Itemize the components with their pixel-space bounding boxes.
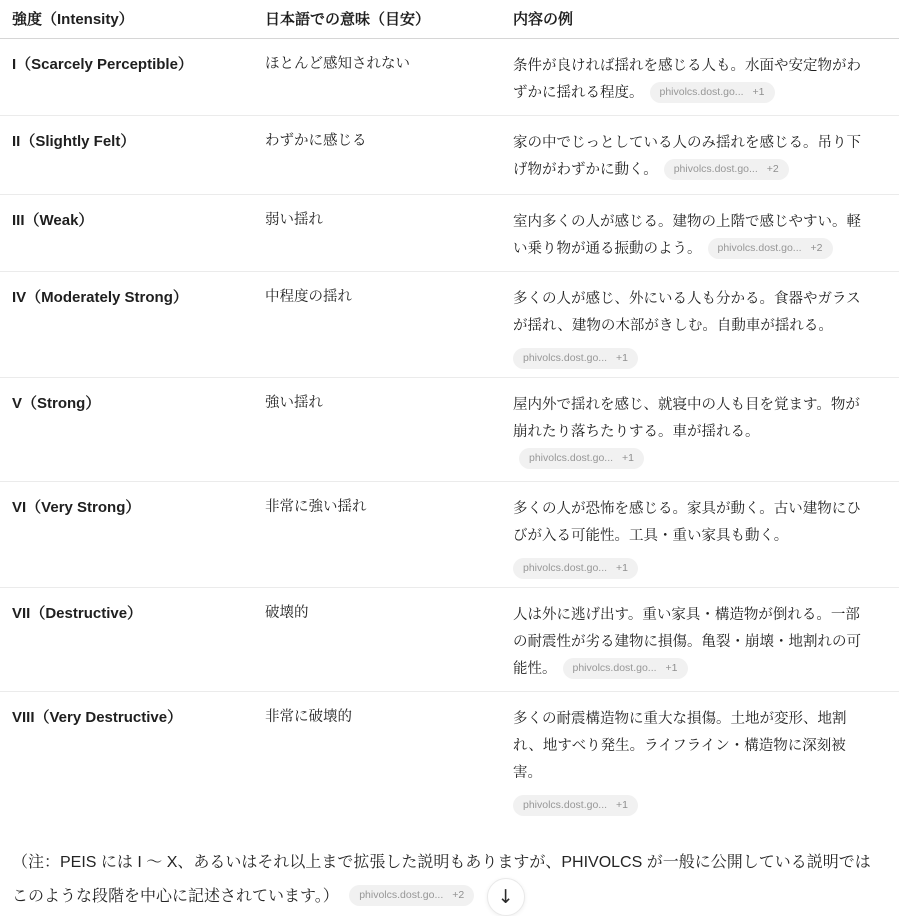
citation-source: phivolcs.dost.go... <box>359 889 444 902</box>
citation-more-count: +2 <box>766 163 779 175</box>
table-row <box>0 692 899 824</box>
description-text: 多くの耐震構造物に重大な損傷。土地が変形、地割れ、地すべり発生。ライフライン・構造物に深刻被害。 <box>513 711 847 781</box>
description-cell <box>513 130 899 186</box>
citation-badge[interactable] <box>349 885 474 906</box>
citation-badge[interactable] <box>513 795 638 816</box>
description-cell <box>513 706 899 816</box>
intensity-label: III（Weak） <box>12 212 94 229</box>
citation-source: phivolcs.dost.go... <box>523 799 608 811</box>
citation-badge[interactable] <box>664 159 789 180</box>
column-header-examples: 内容の例 <box>513 11 574 28</box>
column-header-meaning: 日本語での意味（目安） <box>265 11 431 28</box>
citation-more-count: +1 <box>752 86 765 98</box>
column-header-intensity: 強度（Intensity） <box>12 11 134 28</box>
meaning-label: 破壊的 <box>265 605 309 621</box>
description-text: 人は外に逃げ出す。重い家具・構造物が倒れる。一部の耐震性が劣る建物に損傷。亀裂・崩壊・地割れの可能性。 <box>513 607 861 677</box>
arrow-down-icon: ↓ <box>497 885 514 908</box>
citation-badge[interactable] <box>513 348 638 369</box>
citation-more-count: +2 <box>810 242 823 254</box>
table-row <box>0 482 899 588</box>
description-cell <box>513 496 899 579</box>
meaning-label: わずかに感じる <box>265 133 367 149</box>
footnote-text: （注：PEIS には I ～ X、あるいはそれ以上まで拡張した説明もありますが、PHIVOLCS が一般に公開している説明ではこのような段階を中心に記述されています。） <box>12 854 871 906</box>
scroll-to-bottom-button[interactable] <box>487 878 525 916</box>
citation-more-count: +2 <box>452 889 465 902</box>
intensity-label: V（Strong） <box>12 395 101 412</box>
description-text: 多くの人が感じ、外にいる人も分かる。食器やガラスが揺れ、建物の木部がきしむ。自動車が揺れる。 <box>513 291 861 334</box>
footnote <box>12 847 875 916</box>
table-row <box>0 272 899 378</box>
meaning-label: 非常に破壊的 <box>265 709 352 725</box>
citation-source: phivolcs.dost.go... <box>523 562 608 574</box>
description-cell <box>513 602 899 683</box>
meaning-label: 強い揺れ <box>265 395 323 411</box>
citation-more-count: +1 <box>616 352 629 364</box>
meaning-label: 弱い揺れ <box>265 212 323 228</box>
description-cell <box>513 286 899 369</box>
description-cell <box>513 53 899 107</box>
citation-source: phivolcs.dost.go... <box>523 352 608 364</box>
citation-badge[interactable] <box>519 448 644 469</box>
citation-source: phivolcs.dost.go... <box>659 86 744 98</box>
citation-more-count: +1 <box>665 662 678 674</box>
citation-source: phivolcs.dost.go... <box>572 662 657 674</box>
intensity-label: I（Scarcely Perceptible） <box>12 56 193 73</box>
meaning-label: ほとんど感知されない <box>265 56 410 72</box>
description-text: 室内多くの人が感じる。建物の上階で感じやすい。軽い乗り物が通る振動のよう。 <box>513 214 861 257</box>
description-text: 屋内外で揺れを感じ、就寝中の人も目を覚ます。物が崩れたり落ちたりする。車が揺れる。 <box>513 397 860 440</box>
citation-source: phivolcs.dost.go... <box>717 242 802 254</box>
table-row <box>0 378 899 482</box>
description-cell <box>513 392 899 473</box>
intensity-label: VIII（Very Destructive） <box>12 709 183 726</box>
citation-more-count: +1 <box>622 452 635 464</box>
table-row <box>0 116 899 195</box>
intensity-label: VI（Very Strong） <box>12 499 141 516</box>
table-header-row <box>0 0 899 39</box>
table-row <box>0 195 899 272</box>
citation-badge[interactable] <box>650 82 775 103</box>
intensity-label: II（Slightly Felt） <box>12 133 136 150</box>
description-text: 多くの人が恐怖を感じる。家具が動く。古い建物にひびが入る可能性。工具・重い家具も動く。 <box>513 501 861 544</box>
intensity-label: VII（Destructive） <box>12 605 143 622</box>
intensity-label: IV（Moderately Strong） <box>12 289 188 306</box>
description-text: 条件が良ければ揺れを感じる人も。水面や安定物がわずかに揺れる程度。 <box>513 58 861 101</box>
meaning-label: 非常に強い揺れ <box>265 499 367 515</box>
citation-badge[interactable] <box>513 558 638 579</box>
citation-more-count: +1 <box>616 799 629 811</box>
citation-more-count: +1 <box>616 562 629 574</box>
table-body <box>0 39 899 824</box>
table-row <box>0 39 899 116</box>
meaning-label: 中程度の揺れ <box>265 289 352 305</box>
table-row <box>0 588 899 692</box>
citation-badge[interactable] <box>708 238 833 259</box>
citation-badge[interactable] <box>563 658 688 679</box>
description-cell <box>513 209 899 263</box>
citation-source: phivolcs.dost.go... <box>673 163 758 175</box>
citation-source: phivolcs.dost.go... <box>529 452 614 464</box>
description-text: 家の中でじっとしている人のみ揺れを感じる。吊り下げ物がわずかに動く。 <box>513 135 861 178</box>
